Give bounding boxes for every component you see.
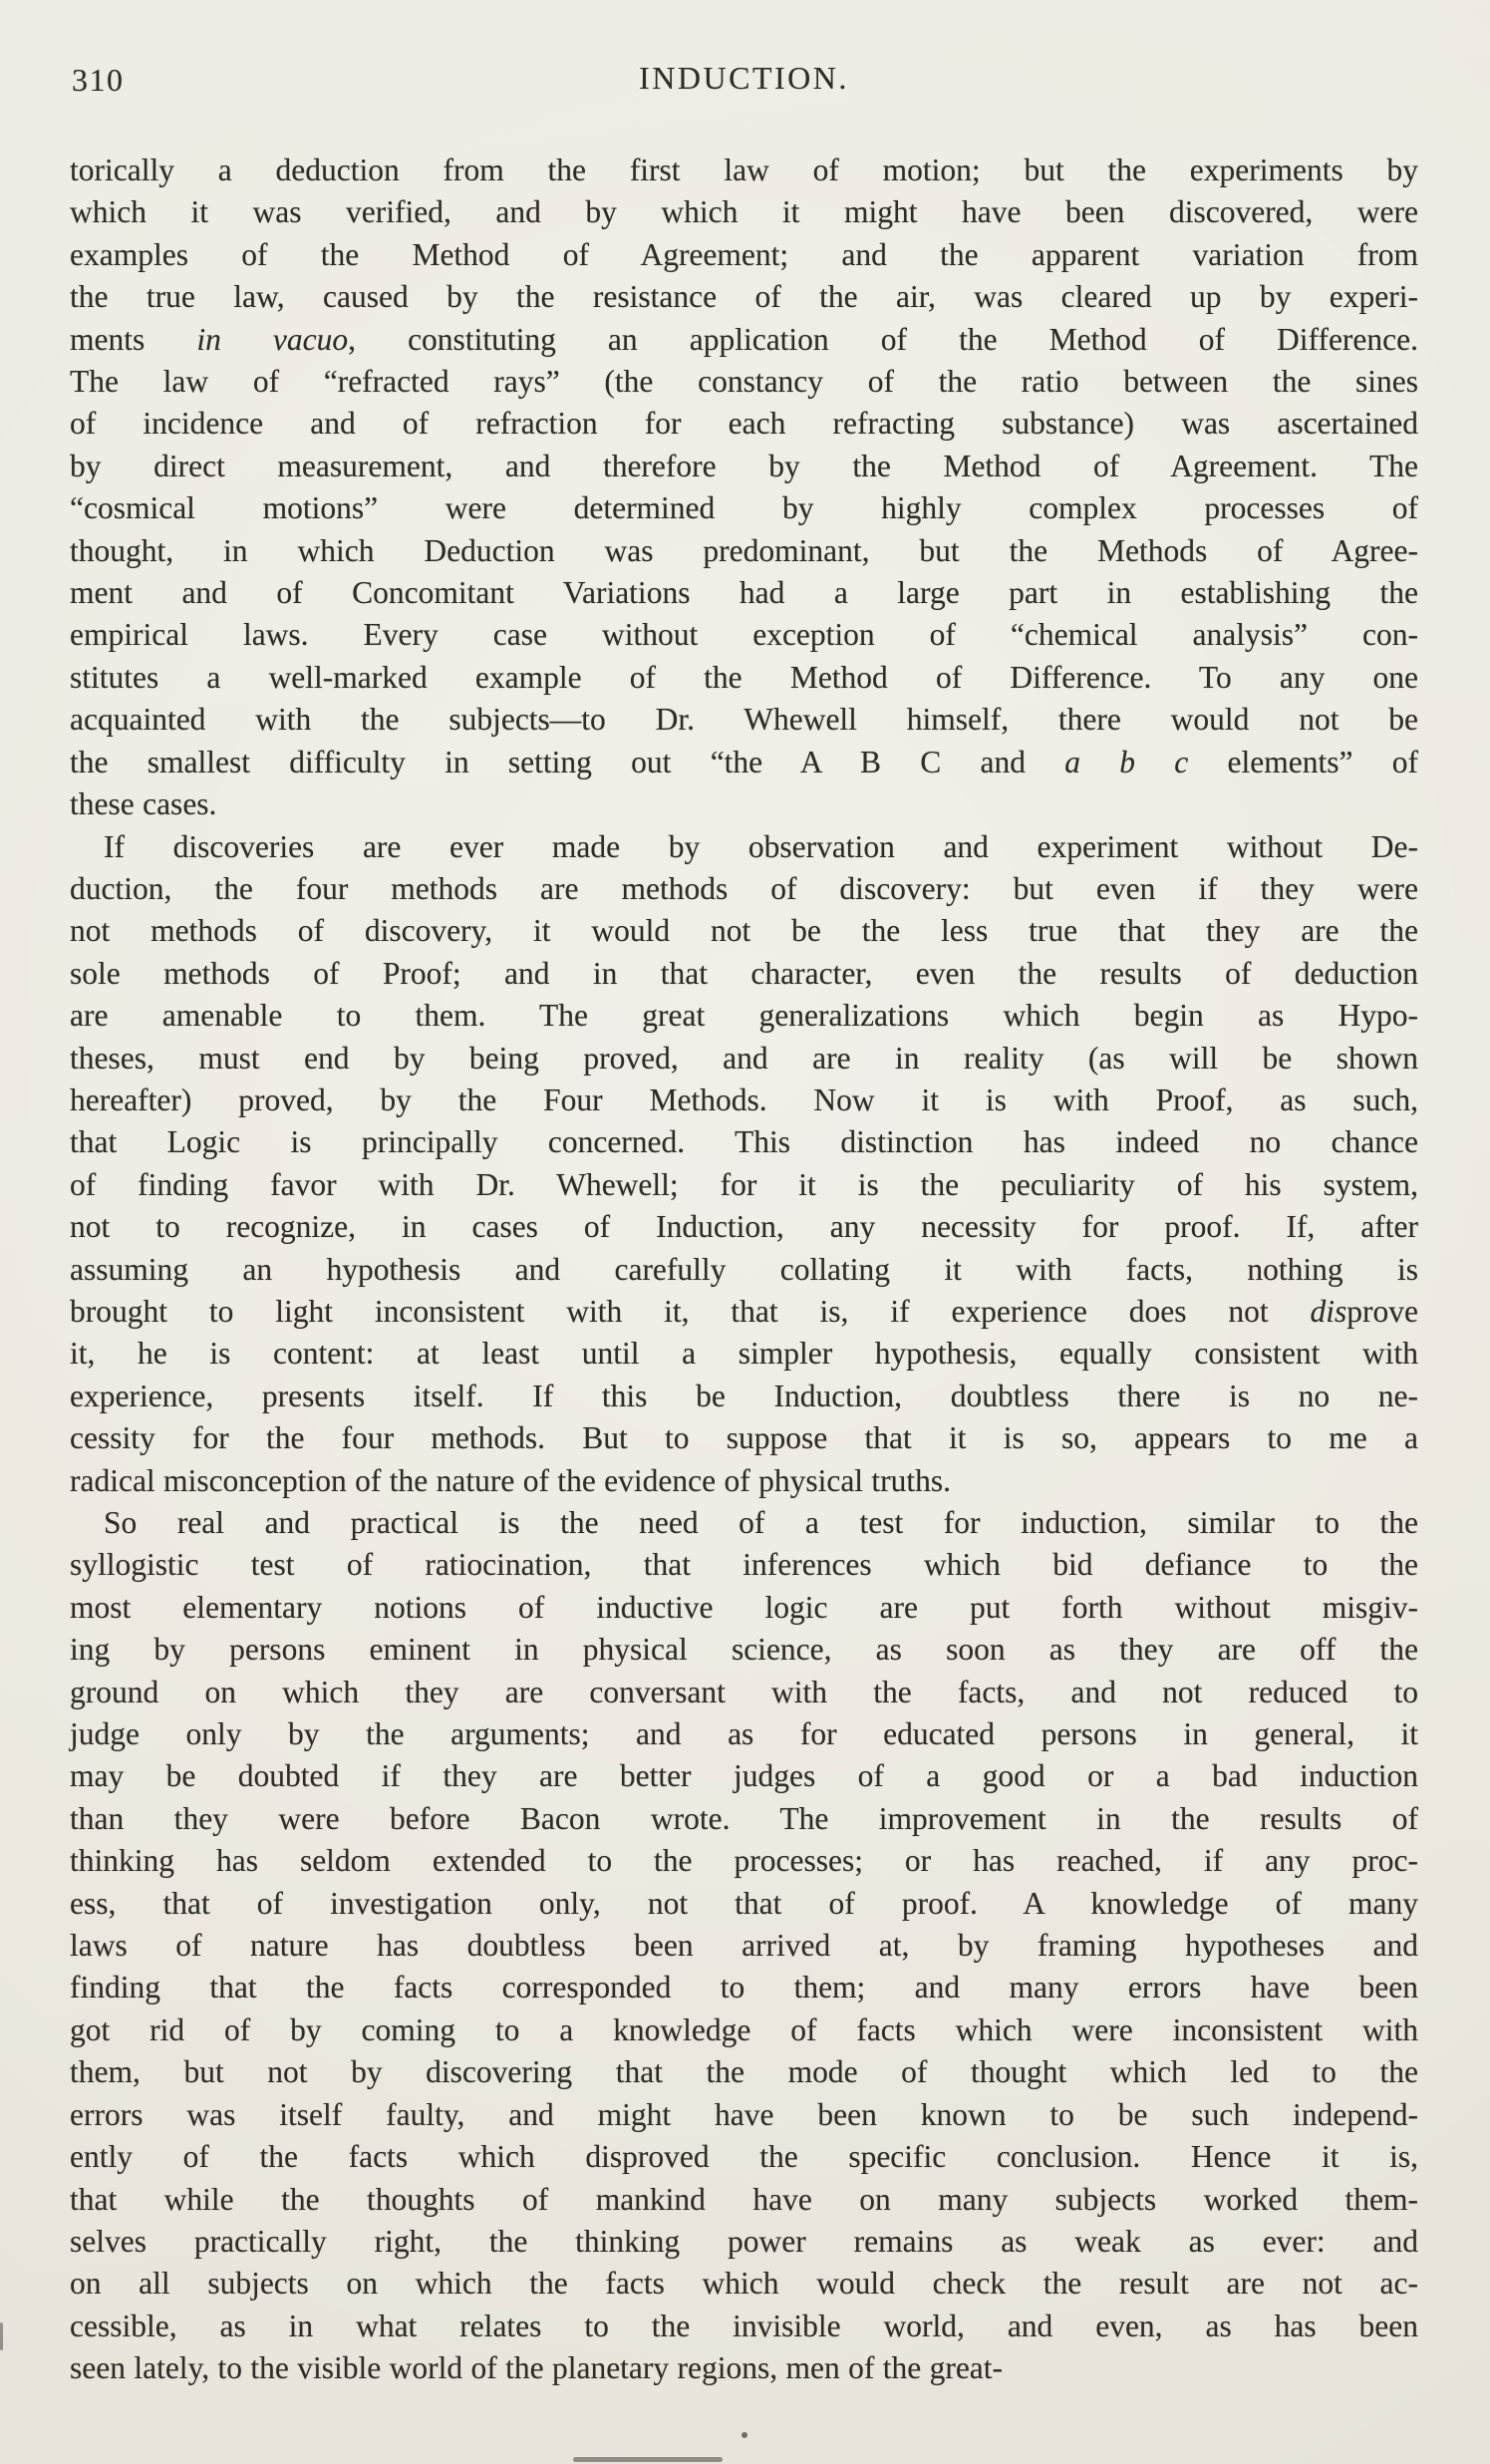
- text-line: got rid of by coming to a knowledge of facts which were inconsistent with: [70, 2011, 1418, 2047]
- text-line: seen lately, to the visible world of the planetary regions, men of the great-: [70, 2350, 1004, 2386]
- text-line: judge only by the arguments; and as for educated persons in general, it: [70, 1716, 1418, 1752]
- text-line: ments in vacuo, constituting an application of the Method of Difference.: [70, 321, 1418, 357]
- text-line: not methods of discovery, it would not be the less true that they are the: [70, 913, 1418, 949]
- text-line: ground on which they are conversant with the facts, and not reduced to: [70, 1674, 1418, 1709]
- scan-artifact-dot: [742, 2432, 747, 2438]
- text-line: thought, in which Deduction was predominant, but the Methods of Agree-: [70, 532, 1418, 568]
- text-line: sole methods of Proof; and in that character, even the results of deduction: [70, 955, 1418, 991]
- running-head: [72, 60, 1416, 102]
- text-line: ess, that of investigation only, not that of proof. A knowledge of many: [70, 1885, 1418, 1921]
- page-number: 310: [72, 62, 125, 98]
- text-line: hereafter) proved, by the Four Methods. Now it is with Proof, as such,: [70, 1081, 1418, 1117]
- running-title: INDUCTION.: [639, 60, 849, 96]
- text-line: of incidence and of refraction for each refracting substance) was ascertained: [70, 406, 1418, 442]
- text-line: cessity for the four methods. But to suppose that it is so, appears to me a: [70, 1420, 1418, 1456]
- text-line: it, he is content: at least until a simpler hypothesis, equally consistent with: [70, 1336, 1418, 1372]
- text-line: “cosmical motions” were determined by highly complex processes of: [70, 490, 1418, 526]
- body-text: [70, 150, 1418, 2390]
- text-line: syllogistic test of ratiocination, that inferences which bid defiance to the: [70, 1547, 1418, 1583]
- scan-artifact-bottom-smudge: [573, 2457, 723, 2462]
- text-line: thinking has seldom extended to the processes; or has reached, if any proc-: [70, 1843, 1418, 1879]
- text-line: acquainted with the subjects—to Dr. Whewell himself, there would not be: [70, 702, 1418, 738]
- text-line: brought to light inconsistent with it, that is, if experience does not disprove: [70, 1293, 1418, 1329]
- text-line: finding that the facts corresponded to them; and many errors have been: [70, 1970, 1418, 2005]
- text-line: errors was itself faulty, and might have been known to be such independ-: [70, 2096, 1418, 2132]
- text-line: If discoveries are ever made by observation and experiment without De-: [104, 828, 1418, 864]
- scan-artifact-edge-mark: [0, 2322, 3, 2350]
- text-line: ment and of Concomitant Variations had a large part in establishing the: [70, 575, 1418, 611]
- text-line: of finding favor with Dr. Whewell; for it is the peculiarity of his system,: [70, 1166, 1418, 1202]
- text-line: So real and practical is the need of a test for induction, similar to the: [104, 1505, 1418, 1540]
- text-line: selves practically right, the thinking power remains as weak as ever: and: [70, 2223, 1418, 2259]
- text-line: experience, presents itself. If this be Induction, doubtless there is no ne-: [70, 1378, 1418, 1413]
- text-line: duction, the four methods are methods of discovery: but even if they were: [70, 870, 1418, 906]
- paragraph: [70, 1502, 1418, 2390]
- text-line: that while the thoughts of mankind have on many subjects worked them-: [70, 2181, 1418, 2217]
- text-line: most elementary notions of inductive logic are put forth without misgiv-: [70, 1589, 1418, 1625]
- text-line: than they were before Bacon wrote. The improvement in the results of: [70, 1800, 1418, 1836]
- text-line: by direct measurement, and therefore by the Method of Agreement. The: [70, 448, 1418, 483]
- text-line: The law of “refracted rays” (the constancy of the ratio between the sines: [70, 364, 1418, 400]
- text-line: that Logic is principally concerned. This distinction has indeed no chance: [70, 1124, 1418, 1160]
- text-line: are amenable to them. The great generalizations which begin as Hypo-: [70, 998, 1418, 1034]
- text-line: the smallest difficulty in setting out “the A B C and a b c elements” of: [70, 744, 1418, 779]
- text-line: these cases.: [70, 786, 217, 822]
- text-line: ing by persons eminent in physical science, as soon as they are off the: [70, 1632, 1418, 1668]
- text-line: may be doubted if they are better judges of a good or a bad induction: [70, 1758, 1418, 1794]
- text-line: assuming an hypothesis and carefully collating it with facts, nothing is: [70, 1251, 1418, 1287]
- text-line: not to recognize, in cases of Induction, any necessity for proof. If, after: [70, 1209, 1418, 1245]
- text-line: the true law, caused by the resistance of the air, was cleared up by experi-: [70, 279, 1418, 315]
- text-line: them, but not by discovering that the mode of thought which led to the: [70, 2054, 1418, 2090]
- text-line: on all subjects on which the facts which would check the result are not ac-: [70, 2266, 1418, 2302]
- text-line: examples of the Method of Agreement; and the apparent variation from: [70, 236, 1418, 272]
- text-line: empirical laws. Every case without exception of “chemical analysis” con-: [70, 617, 1418, 653]
- text-line: cessible, as in what relates to the invisible world, and even, as has been: [70, 2308, 1418, 2343]
- text-line: which it was verified, and by which it might have been discovered, were: [70, 194, 1418, 230]
- text-line: stitutes a well-marked example of the Method of Difference. To any one: [70, 659, 1418, 695]
- text-line: laws of nature has doubtless been arrived at, by framing hypotheses and: [70, 1928, 1418, 1964]
- text-line: torically a deduction from the first law of motion; but the experiments by: [70, 153, 1418, 187]
- text-line: ently of the facts which disproved the specific conclusion. Hence it is,: [70, 2139, 1418, 2175]
- paragraph: [70, 826, 1418, 1503]
- paragraph: [70, 150, 1418, 826]
- text-line: theses, must end by being proved, and are in reality (as will be shown: [70, 1040, 1418, 1076]
- text-line: radical misconception of the nature of the evidence of physical truths.: [70, 1462, 952, 1498]
